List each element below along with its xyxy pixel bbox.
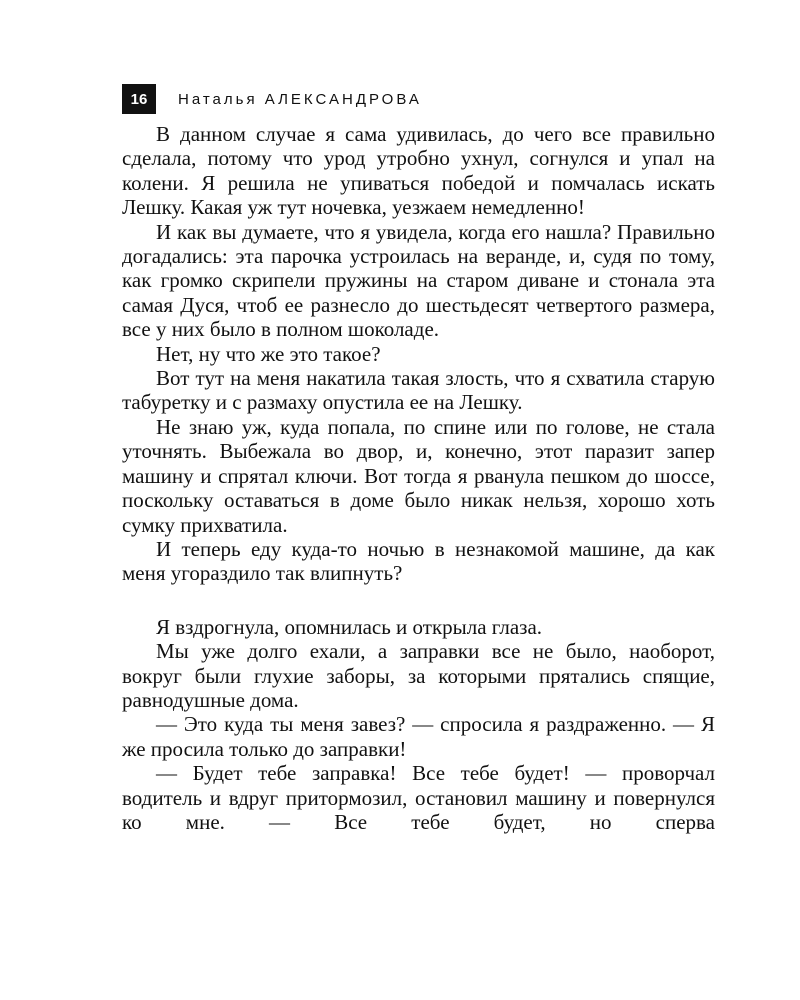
paragraph: В данном случае я сама удивилась, до чего все правильно сделала, потому что урод утробно ухнул, согнулся и упал на колени. Я решила не упиваться победой и помчалась искать Лешку. Какая уж тут ночевка, уезжаем немедленно! [122, 122, 715, 220]
paragraph: И теперь еду куда-то ночью в незнакомой машине, да как меня угораздило так влипнуть? [122, 536, 715, 586]
paragraph: Нет, ну что же это такое? [156, 341, 381, 366]
paragraph: — Это куда ты меня завез? — спросила я раздраженно. — Я же просила только до заправки! [122, 712, 715, 761]
paragraph: — Будет тебе заправка! Все тебе будет! — проворчал водитель и вдруг притормозил, остановил машину и повернулся ко мне. — Все тебе будет, но сперва [122, 761, 715, 834]
paragraph: Вот тут на меня накатила такая злость, что я схватила старую табуретку и с размаху опустила ее на Лешку. [122, 366, 715, 415]
page-header [122, 84, 422, 114]
page-number: 16 [122, 84, 156, 114]
section-break [122, 586, 715, 615]
paragraph: Мы уже долго ехали, а заправки все не было, наоборот, вокруг были глухие заборы, за которыми прятались спящие, равнодушные дома. [122, 639, 715, 712]
body-text [122, 122, 715, 834]
paragraph: Не знаю уж, куда попала, по спине или по голове, не стала уточнять. Выбежала во двор, и, конечно, этот паразит запер машину и спрятал ключи. Вот тогда я рванула пешком до шоссе, поскольку оставаться в доме было никак нельзя, хорошо хоть сумку прихватила. [122, 414, 715, 537]
running-head: Наталья АЛЕКСАНДРОВА [178, 90, 422, 108]
paragraph: И как вы думаете, что я увидела, когда его нашла? Правильно догадались: эта парочка устроилась на веранде, и, судя по тому, как громко скрипели пружины на старом диване и стонала эта самая Дуся, чтоб ее разнесло до шестьдесят четвертого размера, все у них было в полном шоколаде. [122, 219, 715, 342]
paragraph: Я вздрогнула, опомнилась и открыла глаза. [156, 614, 543, 639]
